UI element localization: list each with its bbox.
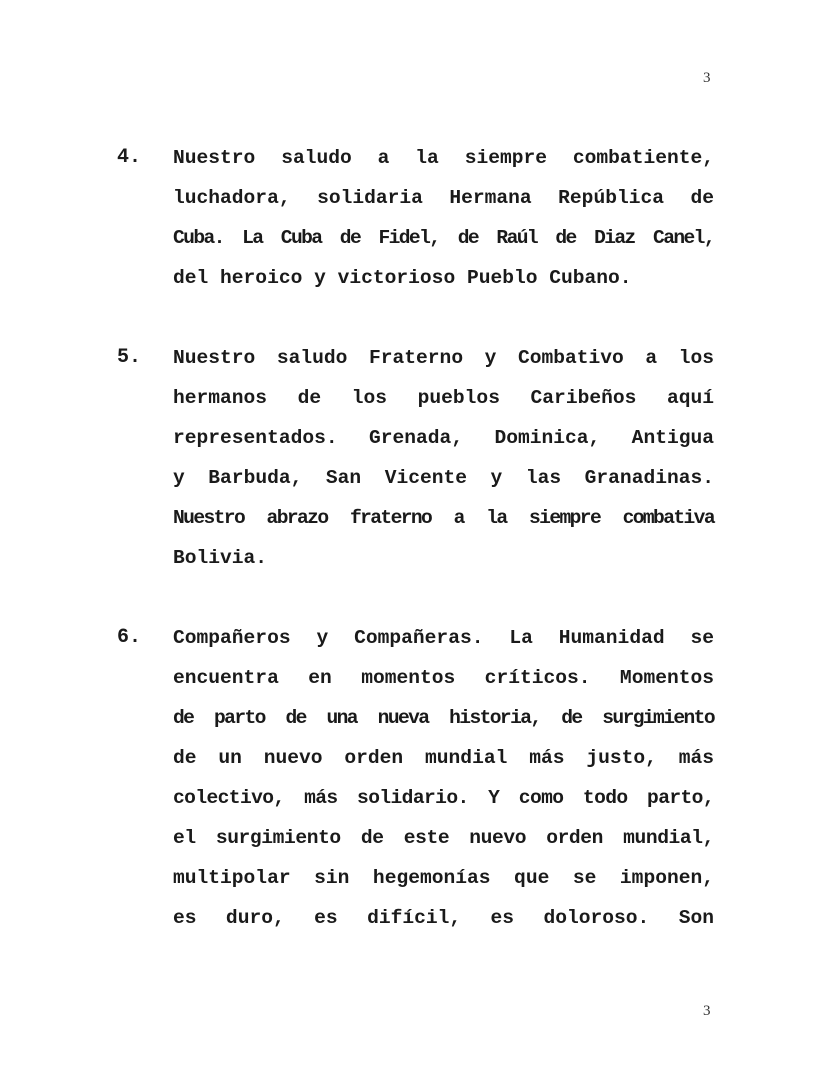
text-line: hermanos de los pueblos Caribeños aquí bbox=[173, 387, 714, 409]
text-line: es duro, es difícil, es doloroso. Son bbox=[173, 907, 714, 929]
text-line: representados. Grenada, Dominica, Antigua bbox=[173, 427, 714, 449]
page-number-top: 3 bbox=[703, 70, 711, 86]
text-line: luchadora, solidaria Hermana República de bbox=[173, 187, 714, 209]
item-paragraph bbox=[173, 138, 714, 298]
text-line: Compañeros y Compañeras. La Humanidad se bbox=[173, 627, 714, 649]
text-line: Cuba. La Cuba de Fidel, de Raúl de Diaz Canel, bbox=[173, 227, 714, 249]
text-line: Bolivia. bbox=[173, 547, 268, 569]
text-line: multipolar sin hegemonías que se imponen, bbox=[173, 867, 714, 889]
item-number: 4. bbox=[117, 146, 142, 169]
text-line: del heroico y victorioso Pueblo Cubano. bbox=[173, 267, 632, 289]
text-line: Nuestro abrazo fraterno a la siempre combativa bbox=[173, 507, 714, 529]
text-line: colectivo, más solidario. Y como todo parto, bbox=[173, 787, 714, 809]
text-line: de parto de una nueva historia, de surgimiento bbox=[173, 707, 714, 729]
numbered-list bbox=[117, 138, 714, 978]
list-item-6 bbox=[117, 618, 714, 938]
text-line: encuentra en momentos críticos. Momentos bbox=[173, 667, 714, 689]
item-paragraph bbox=[173, 338, 714, 578]
text-line: Nuestro saludo Fraterno y Combativo a los bbox=[173, 347, 714, 369]
item-paragraph bbox=[173, 618, 714, 938]
list-item-5 bbox=[117, 338, 714, 578]
text-line: y Barbuda, San Vicente y las Granadinas. bbox=[173, 467, 714, 489]
text-line: de un nuevo orden mundial más justo, más bbox=[173, 747, 714, 769]
item-number: 6. bbox=[117, 626, 142, 649]
text-line: el surgimiento de este nuevo orden mundial, bbox=[173, 827, 714, 849]
text-line: Nuestro saludo a la siempre combatiente, bbox=[173, 147, 714, 169]
item-number: 5. bbox=[117, 346, 142, 369]
list-item-4 bbox=[117, 138, 714, 298]
page-number-bottom: 3 bbox=[703, 1003, 711, 1019]
